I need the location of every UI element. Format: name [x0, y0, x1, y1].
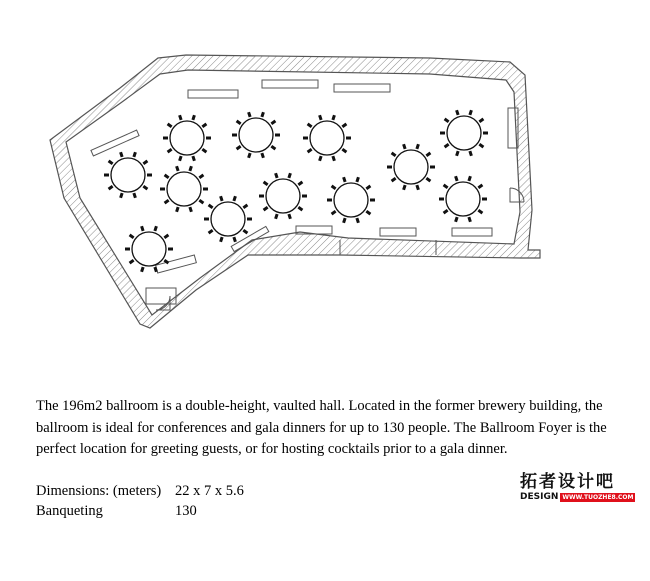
table-top [239, 118, 273, 152]
chair [121, 193, 123, 198]
chair [357, 177, 359, 182]
chair [320, 156, 322, 161]
chair [469, 217, 471, 222]
chair [262, 153, 264, 158]
chair [121, 152, 123, 157]
chair [193, 156, 195, 161]
chair [262, 112, 264, 117]
chair [142, 267, 144, 272]
chair [456, 217, 458, 222]
chair [404, 185, 406, 190]
chair [142, 226, 144, 231]
table-top [211, 202, 245, 236]
chair [289, 214, 291, 219]
chair [404, 144, 406, 149]
chair [180, 115, 182, 120]
chair [234, 196, 236, 201]
table-top [132, 232, 166, 266]
logo-design-text: DESIGN [520, 492, 559, 502]
chair [276, 173, 278, 178]
table-top [266, 179, 300, 213]
chair [177, 207, 179, 212]
spec-row-dimensions [36, 481, 244, 501]
chair [190, 166, 192, 171]
table-top [310, 121, 344, 155]
chair [249, 153, 251, 158]
chair [289, 173, 291, 178]
room-description: The 196m2 ballroom is a double-height, vaulted hall. Located in the former brewery building, the ballroom is ideal for conferences and gala dinners for up to 130 people. The Ballroom Foyer is the perfect location for greeting guests, or for hosting cocktails prior to a gala dinner. [36, 398, 607, 457]
chair [190, 207, 192, 212]
table-top [446, 182, 480, 216]
chair [456, 176, 458, 181]
spec-value: 130 [175, 503, 197, 519]
chair [470, 151, 472, 156]
chair [333, 156, 335, 161]
logo-sub [520, 492, 634, 502]
spec-row-banqueting [36, 501, 244, 521]
chair [134, 193, 136, 198]
spec-value: 22 x 7 x 5.6 [175, 483, 244, 499]
watermark-logo [520, 472, 634, 502]
chair [470, 110, 472, 115]
chair [234, 237, 236, 242]
chair [344, 177, 346, 182]
chair [276, 214, 278, 219]
chair [333, 115, 335, 120]
logo-main-text: 拓者设计吧 [520, 472, 615, 492]
chair [180, 156, 182, 161]
chair [155, 267, 157, 272]
chair [457, 110, 459, 115]
chair [469, 176, 471, 181]
logo-url-text: WWW.TUOZHE8.COM [562, 493, 634, 501]
chair [193, 115, 195, 120]
table-top [170, 121, 204, 155]
chair [155, 226, 157, 231]
chair [357, 218, 359, 223]
spec-label: Dimensions: (meters) [36, 483, 162, 499]
chair [320, 115, 322, 120]
chair [134, 152, 136, 157]
spec-label: Banqueting [36, 503, 103, 519]
chair [344, 218, 346, 223]
table-top [334, 183, 368, 217]
chair [249, 112, 251, 117]
table-top [394, 150, 428, 184]
chair [457, 151, 459, 156]
table-top [447, 116, 481, 150]
chair [417, 144, 419, 149]
chair [221, 237, 223, 242]
room-specs [36, 481, 244, 521]
chair [177, 166, 179, 171]
table-top [111, 158, 145, 192]
chair [221, 196, 223, 201]
table-top [167, 172, 201, 206]
chair [417, 185, 419, 190]
